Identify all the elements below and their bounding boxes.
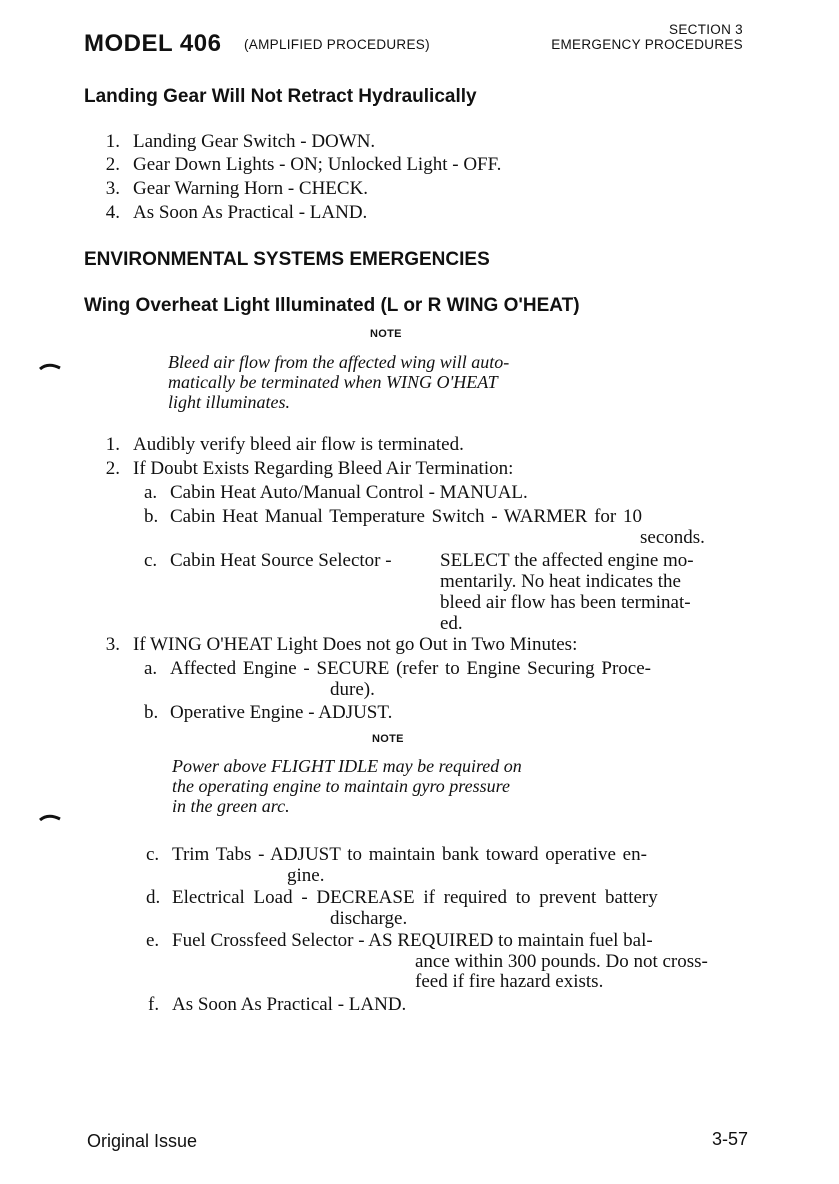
- substep-text: Cabin Heat Manual Temperature Switch - WARMER for 10: [170, 506, 642, 527]
- detail-line: mentarily. No heat indicates the: [440, 571, 681, 592]
- substep-text: Operative Engine - ADJUST.: [170, 702, 393, 723]
- note-line: matically be terminated when WING O'HEAT: [168, 372, 498, 392]
- section-header: [551, 22, 743, 52]
- substep-text-continued: feed if fire hazard exists.: [415, 971, 604, 992]
- substep-text-continued: ance within 300 pounds. Do not cross-: [415, 951, 708, 972]
- model-title: MODEL 406: [84, 30, 222, 57]
- substep-text: Electrical Load - DECREASE if required to prevent battery: [172, 887, 658, 908]
- substep-text-continued: dure).: [330, 679, 375, 700]
- note-line: the operating engine to maintain gyro pressure: [172, 776, 510, 796]
- substep-text: Cabin Heat Auto/Manual Control - MANUAL.: [170, 482, 528, 503]
- note-line: Bleed air flow from the affected wing will auto-: [168, 352, 510, 372]
- note-line: in the green arc.: [172, 796, 290, 816]
- gear-step-text: Gear Warning Horn - CHECK.: [133, 178, 369, 199]
- step-text: If WING O'HEAT Light Does not go Out in Two Minutes:: [133, 634, 578, 655]
- substep-text: Trim Tabs - ADJUST to maintain bank toward operative en-: [172, 844, 647, 865]
- gear-heading: Landing Gear Will Not Retract Hydraulically: [84, 86, 477, 107]
- section-number: SECTION 3: [669, 22, 743, 37]
- note-text: [172, 756, 522, 816]
- note-text: [168, 352, 509, 412]
- change-bar-icon: [38, 812, 62, 824]
- model-subtitle: (AMPLIFIED PROCEDURES): [244, 37, 430, 52]
- section-title: EMERGENCY PROCEDURES: [551, 37, 743, 52]
- substep-letter: c.: [146, 844, 160, 865]
- gear-step-text: As Soon As Practical - LAND.: [133, 202, 368, 223]
- substep-letter: d.: [146, 887, 161, 908]
- substep-text-continued: gine.: [287, 865, 325, 886]
- environmental-heading: ENVIRONMENTAL SYSTEMS EMERGENCIES: [84, 249, 490, 270]
- substep-letter: a.: [144, 658, 158, 679]
- substep-detail: [440, 550, 694, 634]
- gear-step-num: 3.: [105, 178, 120, 199]
- note-label: NOTE: [370, 328, 402, 340]
- page-number: 3-57: [712, 1129, 749, 1149]
- substep-letter: c.: [144, 550, 158, 571]
- step-num: 1.: [105, 434, 120, 455]
- change-bar-icon: [38, 361, 62, 373]
- gear-step-text: Gear Down Lights - ON; Unlocked Light - OFF.: [133, 154, 502, 175]
- gear-step-num: 4.: [105, 202, 120, 223]
- step-text: Audibly verify bleed air flow is terminated.: [133, 434, 464, 455]
- note-line: light illuminates.: [168, 392, 291, 412]
- detail-line: SELECT the affected engine mo-: [440, 550, 694, 571]
- substep-letter: b.: [144, 506, 159, 527]
- substep-text-continued: discharge.: [330, 908, 408, 929]
- substep-lead: Cabin Heat Source Selector -: [170, 550, 392, 571]
- substep-text: Fuel Crossfeed Selector - AS REQUIRED to maintain fuel bal-: [172, 930, 653, 951]
- gear-step-text: Landing Gear Switch - DOWN.: [133, 131, 376, 152]
- substep-letter: f.: [148, 994, 160, 1015]
- note-label: NOTE: [372, 733, 404, 745]
- gear-step-num: 1.: [105, 131, 120, 152]
- substep-text: Affected Engine - SECURE (refer to Engine Securing Proce-: [170, 658, 651, 679]
- detail-line: bleed air flow has been terminat-: [440, 592, 691, 613]
- substep-letter: a.: [144, 482, 158, 503]
- detail-line: ed.: [440, 613, 463, 634]
- substep-text-continued: seconds.: [640, 527, 705, 548]
- substep-letter: e.: [146, 930, 160, 951]
- step-num: 2.: [105, 458, 120, 479]
- note-line: Power above FLIGHT IDLE may be required on: [172, 756, 522, 776]
- step-num: 3.: [105, 634, 120, 655]
- step-text: If Doubt Exists Regarding Bleed Air Termination:: [133, 458, 514, 479]
- wing-overheat-heading: Wing Overheat Light Illuminated (L or R WING O'HEAT): [84, 295, 580, 316]
- gear-step-num: 2.: [105, 154, 120, 175]
- substep-text: As Soon As Practical - LAND.: [172, 994, 407, 1015]
- substep-letter: b.: [144, 702, 159, 723]
- footer-issue: Original Issue: [87, 1131, 198, 1151]
